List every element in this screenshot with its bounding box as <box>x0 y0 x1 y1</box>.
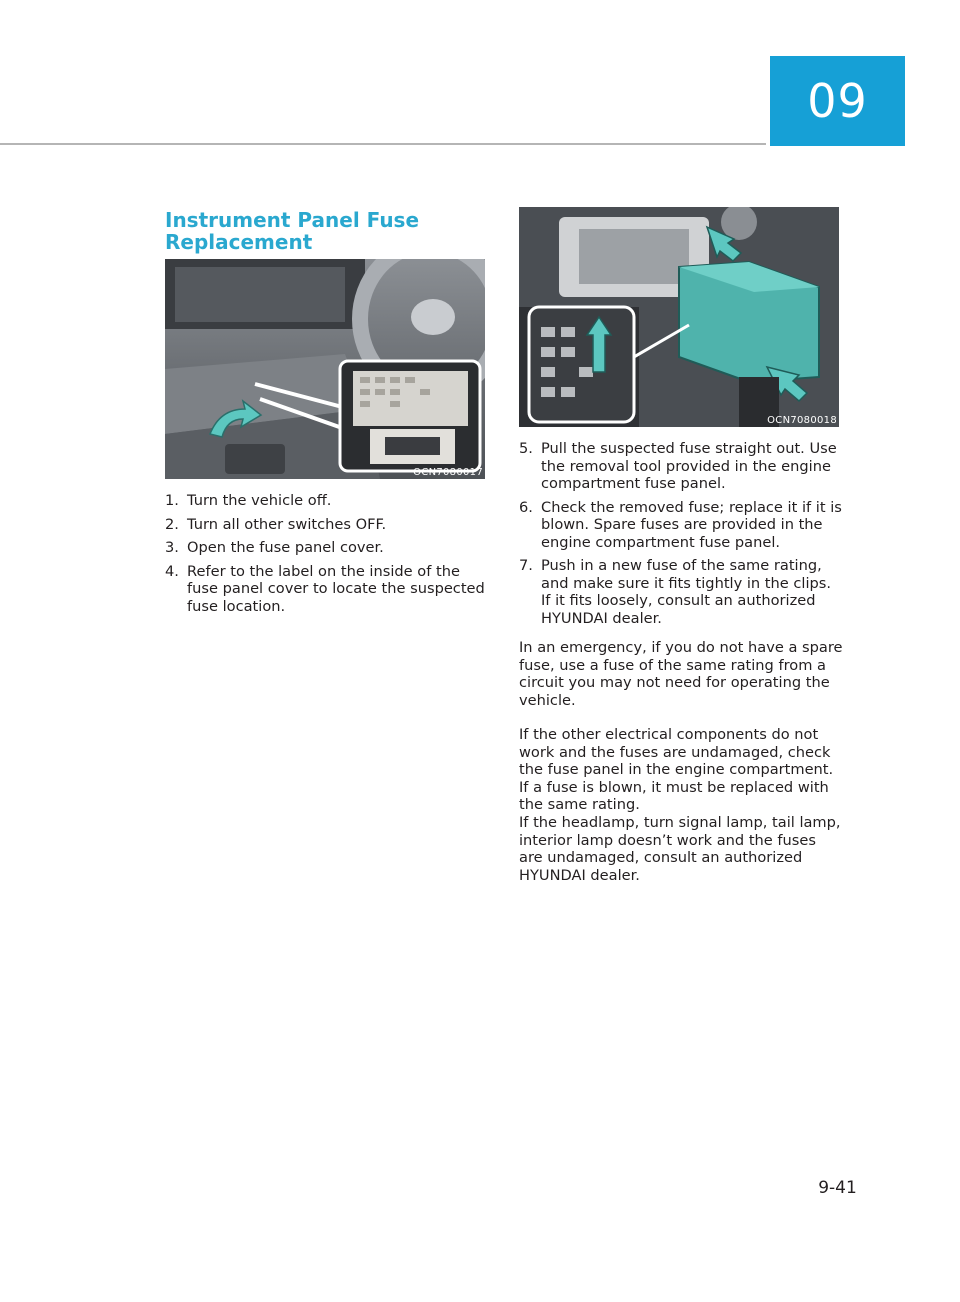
list-item: 5. Pull the suspected fuse straight out. Use the removal tool provided in the engine compartment fuse panel. <box>519 440 837 492</box>
list-item: 1. Turn the vehicle off. <box>165 492 332 509</box>
instrument-panel-figure <box>165 259 485 479</box>
instrument-panel-illustration <box>165 259 485 479</box>
engine-compartment-figure <box>519 207 839 427</box>
paragraph-emergency: In an emergency, if you do not have a spare fuse, use a fuse of the same rating from a circuit you may not need for operating the vehicle. <box>519 639 843 709</box>
paragraph-other-components: If the other electrical components do not work and the fuses are undamaged, check the fuse panel in the engine compartment. If a fuse is blown, it must be replaced with the same rating. <box>519 726 834 813</box>
paragraph-headlamp: If the headlamp, turn signal lamp, tail lamp, interior lamp doesn’t work and the fuses are undamaged, consult an authorized HYUNDAI dealer. <box>519 814 841 884</box>
steps-list-left <box>165 492 485 621</box>
chapter-tab <box>770 56 905 146</box>
list-item: 7. Push in a new fuse of the same rating, and make sure it fits tightly in the clips. If it fits loosely, consult an authorized HYUNDAI dealer. <box>519 557 832 627</box>
steps-list-right <box>519 440 844 633</box>
header-rule <box>0 143 766 145</box>
figure-code: OCN7080017 <box>413 467 483 478</box>
list-item: 3. Open the fuse panel cover. <box>165 539 384 556</box>
list-item: 2. Turn all other switches OFF. <box>165 515 387 533</box>
page-number: 9-41 <box>818 1178 857 1198</box>
chapter-number: 09 <box>807 74 868 128</box>
section-title: Instrument Panel Fuse Replacement <box>165 208 420 254</box>
engine-compartment-illustration <box>519 207 839 427</box>
list-item: 6. Check the removed fuse; replace it if it is blown. Spare fuses are provided in the engine compartment fuse panel. <box>519 498 842 551</box>
figure-code: OCN7080018 <box>767 415 837 426</box>
list-item: 4. Refer to the label on the inside of the fuse panel cover to locate the suspected fuse location. <box>165 562 485 615</box>
